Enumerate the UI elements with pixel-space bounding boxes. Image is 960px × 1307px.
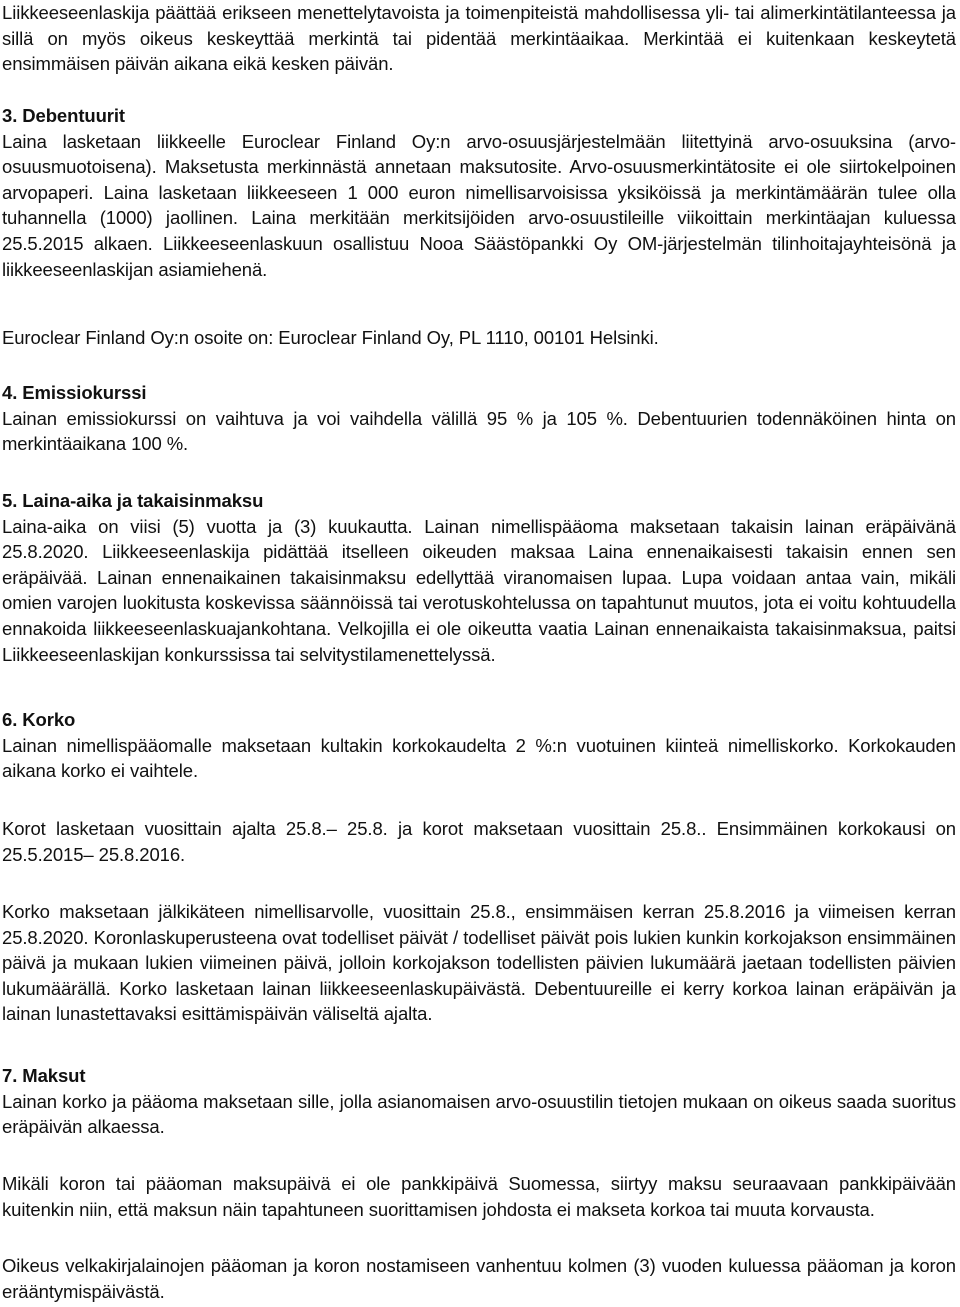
section-debentuurit-address: [2, 325, 956, 351]
section-maksut-limitation: [2, 1253, 956, 1304]
section-paragraph: Laina-aika on viisi (5) vuotta ja (3) kuukautta. Lainan nimellispääoma maksetaan takaisin lainan eräpäivänä 25.8.2020. Liikkeeseenlaskija pidättää itselleen oikeuden maksaa Laina ennenaikaisesti takaisin ennen sen eräpäivää. Lainan ennenaikainen takaisinmaksu edellyttää viranomaisen lupaa. Lupa voidaan antaa vain, mikäli omien varojen luokitusta koskevissa säännöissä tai verotuskohtelussa on tapahtunut muutos, jota ei voitu kohtuudella ennakoida liikkeeseenlaskuajankohtana. Velkojilla ei ole oikeutta vaatia Lainan ennenaikaista takaisinmaksua, paitsi Liikkeeseenlaskijan konkurssissa tai selvitystilamenettelyssä.: [2, 515, 956, 665]
section-paragraph: Oikeus velkakirjalainojen pääoman ja koron nostamiseen vanhentuu kolmen (3) vuoden kuluessa pääoman ja koron erääntymispäivästä.: [2, 1255, 956, 1302]
section-heading: [2, 103, 956, 129]
section-heading: [2, 488, 956, 514]
section-title: Maksut: [22, 1065, 86, 1086]
intro-paragraph: Liikkeeseenlaskija päättää erikseen menettelytavoista ja toimenpiteistä mahdollisessa yli- tai alimerkintätilanteessa ja sillä on myös oikeus keskeyttää merkintä tai pidentää merkintäaikaa. Merkintää ei kuitenkaan keskeytetä ensimmäisen päivän aikana eikä kesken päivän.: [2, 2, 956, 75]
section-number: 5.: [2, 490, 18, 511]
section-heading: [2, 1063, 956, 1089]
section-paragraph: Lainan emissiokurssi on vaihtuva ja voi vaihdella välillä 95 % ja 105 %. Debentuurien todennäköinen hinta on merkintäaikana 100 %.: [2, 407, 956, 455]
section-title: Debentuurit: [22, 105, 125, 126]
section-number: 7.: [2, 1065, 18, 1086]
section-paragraph: Mikäli koron tai pääoman maksupäivä ei ole pankkipäivä Suomessa, siirtyy maksu seuraavaan pankkipäivään kuitenkin niin, että maksun näin tapahtuneen suorittamisen johdosta ei makseta korkoa tai muuta korvausta.: [2, 1173, 956, 1220]
section-paragraph: Euroclear Finland Oy:n osoite on: Euroclear Finland Oy, PL 1110, 00101 Helsinki.: [2, 327, 659, 348]
section-heading: [2, 380, 956, 406]
section-korko-periods: [2, 816, 956, 867]
section-paragraph: Lainan nimellispääomalle maksetaan kultakin korkokaudelta 2 %:n vuotuinen kiinteä nimelliskorko. Korkokauden aikana korko ei vaihtele.: [2, 734, 956, 782]
section-debentuurit: [2, 103, 956, 282]
section-title: Laina-aika ja takaisinmaksu: [22, 490, 264, 511]
section-maksut: [2, 1063, 956, 1140]
section-korko-payment: [2, 899, 956, 1027]
section-number: 3.: [2, 105, 18, 126]
section-number: 4.: [2, 382, 18, 403]
section-paragraph: Korko maksetaan jälkikäteen nimellisarvolle, vuosittain 25.8., ensimmäisen kerran 25.8.2016 ja viimeisen kerran 25.8.2020. Koronlaskuperusteena ovat todelliset päivät / todelliset päivät pois lukien kunkin korkojakson ensimmäinen päivä ja mukaan lukien viimeinen päivä, jolloin korkojakson todellisten päivien lukumäärä jaetaan todellisten päivien lukumäärällä. Korko lasketaan lainan liikkeeseenlaskupäivästä. Debentuureille ei kerry korkoa lainan eräpäivän ja lainan lunastettavaksi esittämispäivän väliseltä ajalta.: [2, 901, 956, 1025]
section-number: 6.: [2, 709, 18, 730]
section-emissiokurssi: [2, 380, 956, 457]
section-paragraph: Laina lasketaan liikkeelle Euroclear Finland Oy:n arvo-osuusjärjestelmään liitettyinä arvo-osuuksina (arvo-osuusmuotoisena). Maksetusta merkinnästä annetaan maksutosite. Arvo-osuusmerkintätosite ei ole siirtokelpoinen arvopaperi. Laina lasketaan liikkeeseen 1 000 euron nimellisarvoisissa yksiköissä ja merkintämäärän tulee olla tuhannella (1000) jaollinen. Laina merkitään merkitsijöiden arvo-osuustileille viikoittain merkintäajan kuluessa 25.5.2015 alkaen. Liikkeeseenlaskuun osallistuu Nooa Säästöpankki Oy OM-järjestelmän tilinhoitajayhteisönä ja liikkeeseenlaskijan asiamiehenä.: [2, 130, 956, 280]
section-korko: [2, 707, 956, 784]
section-laina-aika: [2, 488, 956, 667]
section-paragraph: Korot lasketaan vuosittain ajalta 25.8.– 25.8. ja korot maksetaan vuosittain 25.8.. Ensimmäinen korkokausi on 25.5.2015– 25.8.2016.: [2, 818, 956, 865]
section-title: Korko: [22, 709, 76, 730]
section-heading: [2, 707, 956, 733]
section-title: Emissiokurssi: [22, 382, 147, 403]
section-maksut-bankday: [2, 1171, 956, 1222]
intro-block: [2, 0, 956, 77]
section-paragraph: Lainan korko ja pääoma maksetaan sille, jolla asianomaisen arvo-osuustilin tietojen mukaan on oikeus saada suoritus eräpäivän alkaessa.: [2, 1090, 956, 1138]
